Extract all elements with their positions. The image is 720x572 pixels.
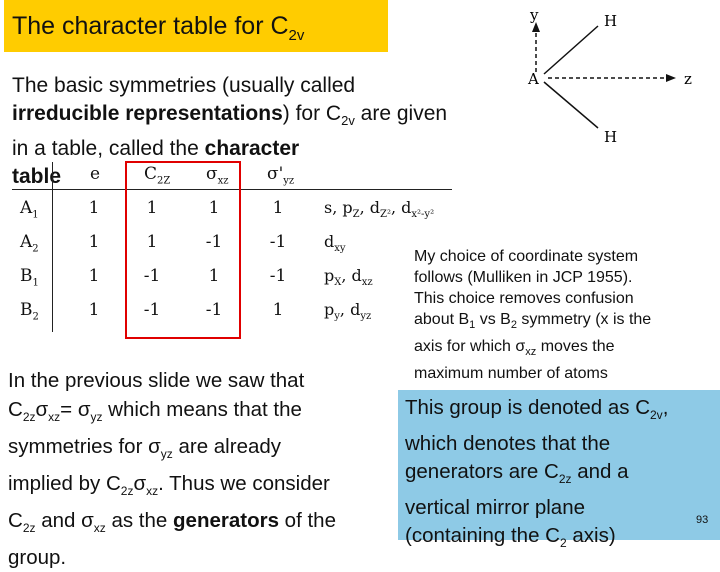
basis-b2: $p_y$, $d_{yz}$ bbox=[324, 300, 372, 323]
molecule-diagram bbox=[520, 4, 720, 150]
note-line: about $B_1$ vs $B_2$ symmetry (x is the bbox=[414, 311, 652, 332]
cell: -1 bbox=[269, 232, 287, 252]
bond-lower bbox=[544, 82, 598, 128]
note-line: My choice of coordinate system bbox=[414, 248, 639, 265]
cell: 1 bbox=[208, 266, 220, 286]
table-label-rule bbox=[52, 162, 53, 332]
cell: -1 bbox=[205, 300, 223, 320]
intro-text: The basic symmetries (usually called irreducible representations) for $C_{2v}$ are given in a table, called the character table bbox=[12, 74, 448, 189]
header-e: e bbox=[90, 164, 101, 184]
cell: 1 bbox=[88, 198, 100, 218]
note-line: maximum number of atoms bbox=[414, 365, 608, 383]
cell: 1 bbox=[208, 198, 220, 218]
para-line: symmetries for $\sigma_{yz}$ are already bbox=[8, 435, 282, 462]
atom-a-label: A bbox=[528, 70, 539, 88]
header-c2z: $C_{2Z}$ bbox=[144, 164, 171, 187]
y-label: y bbox=[530, 6, 539, 24]
basis-a1: s, $p_Z$, $d_{Z^2}$, $d_{x^2-y^2}$ bbox=[324, 198, 435, 221]
note-line: This choice removes confusion bbox=[414, 290, 634, 307]
row-label-b1: $B_1$ bbox=[20, 266, 39, 289]
slide-title: The character table for $C_{2v}$ bbox=[4, 0, 388, 52]
coordinate-note bbox=[414, 246, 714, 384]
atom-h-upper: H bbox=[604, 12, 618, 30]
para-line: In the previous slide we saw that bbox=[8, 369, 305, 392]
cell: 1 bbox=[88, 232, 100, 252]
cell: -1 bbox=[269, 266, 287, 286]
para-line: group. bbox=[8, 546, 67, 570]
header-sigma-yz: $\sigma'_{yz}$ bbox=[267, 164, 295, 187]
note-line: axis for which $\sigma_{xz}$ moves the bbox=[414, 338, 615, 359]
cell: -1 bbox=[143, 266, 161, 286]
cell: 1 bbox=[146, 198, 158, 218]
cell: -1 bbox=[205, 232, 223, 252]
generator-highlight-box bbox=[125, 161, 241, 339]
box-line: (containing the $C_2$ axis) bbox=[405, 524, 616, 551]
box-line: vertical mirror plane bbox=[405, 495, 585, 519]
row-label-b2: $B_2$ bbox=[20, 300, 39, 323]
note-line: follows (Mulliken in JCP 1955). bbox=[414, 269, 633, 286]
slide-number: 93 bbox=[696, 514, 709, 526]
cell: -1 bbox=[143, 300, 161, 320]
bond-upper bbox=[544, 26, 598, 74]
cell: 1 bbox=[146, 232, 158, 252]
box-line: which denotes that the bbox=[405, 431, 611, 455]
z-label: z bbox=[684, 70, 692, 88]
box-line: generators are $C_{2z}$ and a bbox=[405, 460, 629, 487]
z-arrowhead-icon bbox=[666, 74, 676, 82]
cell: 1 bbox=[88, 266, 100, 286]
generators-explanation bbox=[8, 366, 398, 572]
cell: 1 bbox=[88, 300, 100, 320]
row-label-a2: $A_2$ bbox=[20, 232, 39, 255]
box-line: This group is denoted as $C_{2v}$, bbox=[405, 396, 669, 423]
basis-b1: $p_X$, $d_{xz}$ bbox=[324, 266, 373, 289]
basis-a2: $d_{xy}$ bbox=[324, 232, 346, 255]
para-line: implied by $C_{2z}\sigma_{xz}$. Thus we consider bbox=[8, 472, 330, 499]
row-label-a1: $A_1$ bbox=[20, 198, 39, 221]
para-line: $C_{2z}$ and $\sigma_{xz}$ as the generators of the bbox=[8, 509, 336, 536]
para-line: $C_{2z}\sigma_{xz}= \sigma_{yz}$ which means that the bbox=[8, 398, 302, 425]
header-sigma-xz: $\sigma_{xz}$ bbox=[206, 164, 229, 187]
cell: 1 bbox=[272, 300, 284, 320]
atom-h-lower: H bbox=[604, 128, 618, 146]
group-definition-text bbox=[405, 394, 720, 558]
cell: 1 bbox=[272, 198, 284, 218]
